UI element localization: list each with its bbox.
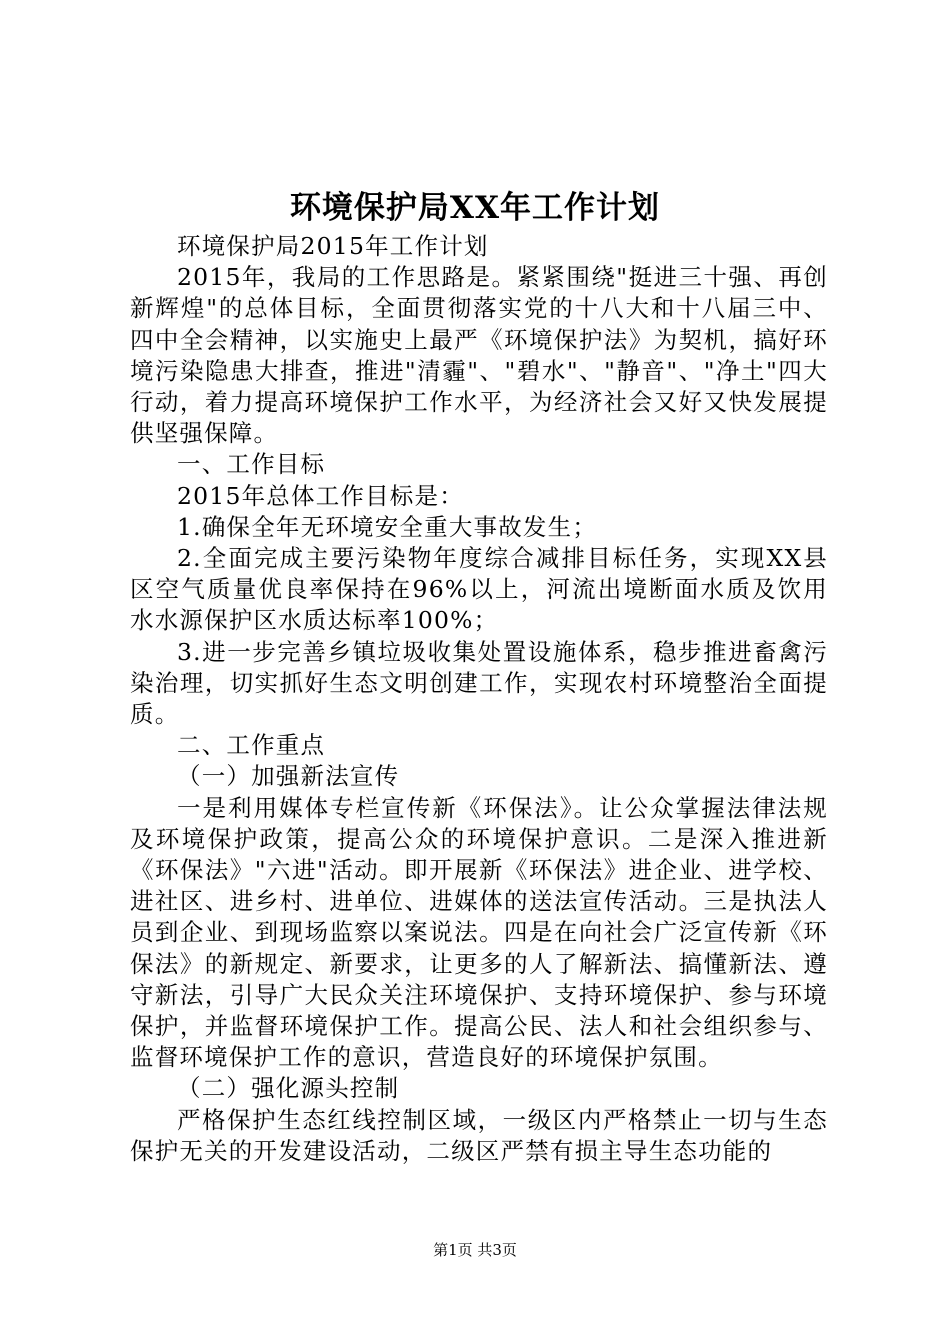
list-item: 2.全面完成主要污染物年度综合减排目标任务，实现XX县区空气质量优良率保持在96%以上，河流出境断面水质及饮用水水源保护区水质达标率100%； bbox=[130, 544, 828, 635]
paragraph: 2015年总体工作目标是： bbox=[177, 481, 464, 510]
section-heading: 二、工作重点 bbox=[177, 731, 326, 760]
document-title: 环境保护局XX年工作计划 bbox=[289, 190, 661, 226]
paragraph: 2015年，我局的工作思路是。紧紧围绕"挺进三十强、再创新辉煌"的总体目标，全面贯彻落实党的十八大和十八届三中、四中全会精神，以实施史上最严《环境保护法》为契机，搞好环境污染隐患大排查，推进"清霾"、"碧水"、"静音"、"净土"四大行动，着力提高环境保护工作水平，为经济社会又好又快发展提供坚强保障。 bbox=[130, 263, 828, 448]
paragraph: 严格保护生态红线控制区域，一级区内严格禁止一切与生态保护无关的开发建设活动，二级区严禁有损主导生态功能的 bbox=[130, 1105, 828, 1165]
document-body bbox=[130, 231, 828, 1167]
paragraph: 一是利用媒体专栏宣传新《环保法》。让公众掌握法律法规及环境保护政策，提高公众的环境保护意识。二是深入推进新《环保法》"六进"活动。即开展新《环保法》进企业、进学校、进社区、进乡村、进单位、进媒体的送法宣传活动。三是执法人员到企业、到现场监察以案说法。四是在向社会广泛宣传新《环保法》的新规定、新要求，让更多的人了解新法、搞懂新法、遵守新法，引导广大民众关注环境保护、支持环境保护、参与环境保护，并监督环境保护工作。提高公民、法人和社会组织参与、监督环境保护工作的意识，营造良好的环境保护氛围。 bbox=[130, 793, 828, 1072]
subsection-heading: （二）强化源头控制 bbox=[177, 1074, 400, 1103]
section-heading: 一、工作目标 bbox=[177, 450, 326, 479]
paragraph: 环境保护局2015年工作计划 bbox=[177, 232, 489, 260]
list-item: 1.确保全年无环境安全重大事故发生； bbox=[177, 512, 598, 541]
subsection-heading: （一）加强新法宣传 bbox=[177, 762, 400, 791]
page-footer: 第1页 共3页 bbox=[433, 1241, 517, 1259]
list-item: 3.进一步完善乡镇垃圾收集处置设施体系，稳步推进畜禽污染治理，切实抓好生态文明创建工作，实现农村环境整治全面提质。 bbox=[130, 637, 828, 729]
